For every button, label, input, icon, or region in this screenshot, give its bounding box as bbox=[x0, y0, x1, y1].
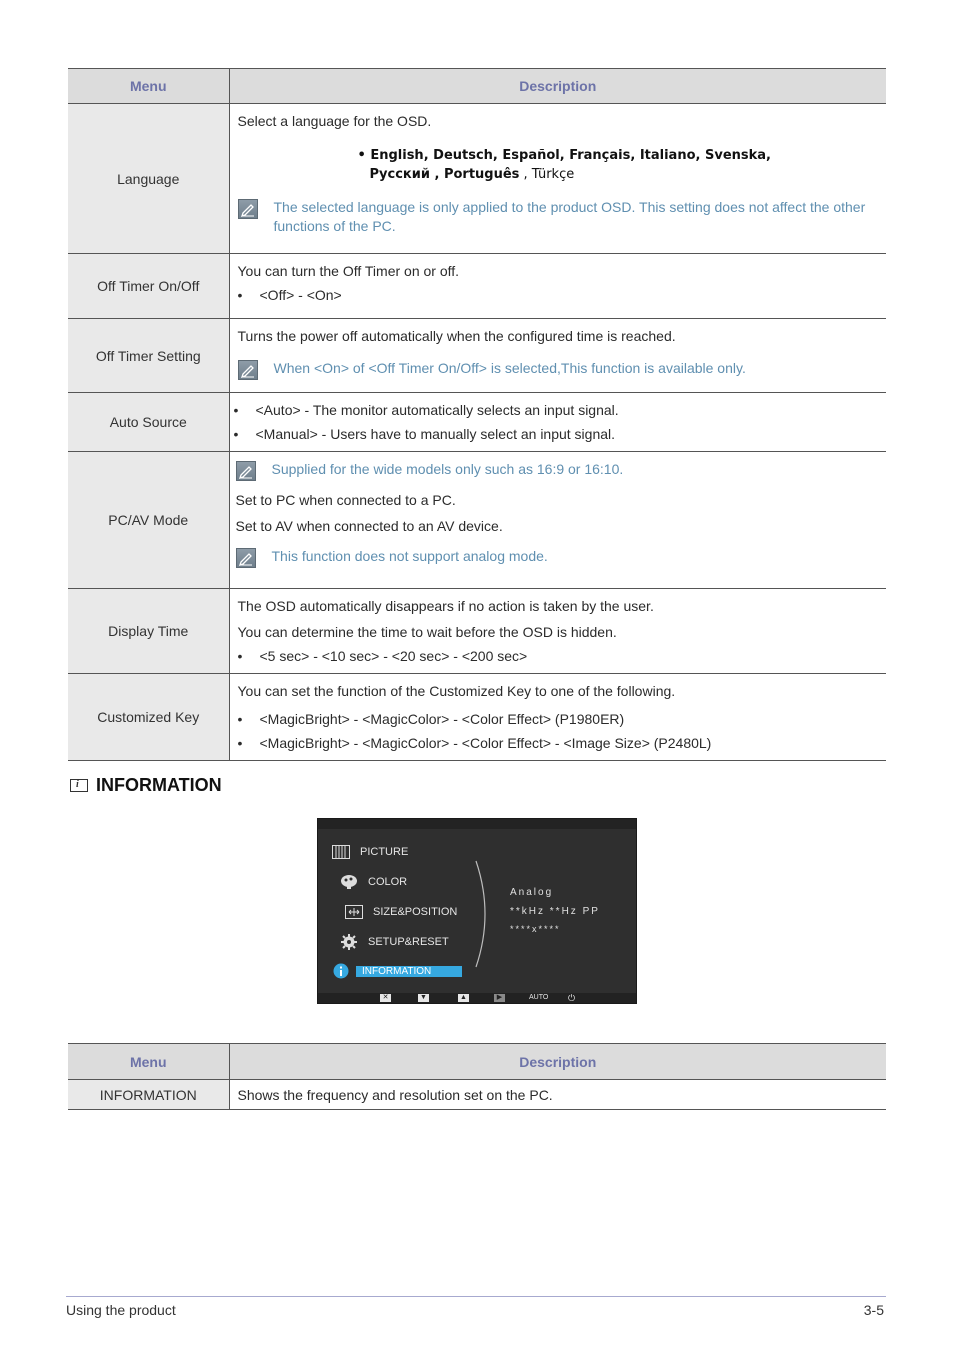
osd-signal-type: Analog bbox=[510, 887, 554, 898]
close-icon: ✕ bbox=[380, 994, 391, 1002]
header-menu: Menu bbox=[68, 1044, 229, 1080]
osd-screenshot bbox=[317, 818, 637, 1004]
bullet-text: <Manual> - Users have to manually select an input signal. bbox=[255, 426, 616, 442]
desc-text: Set to AV when connected to an AV device. bbox=[235, 518, 503, 534]
enter-icon: ▶ bbox=[494, 994, 505, 1002]
desc-information: Shows the frequency and resolution set on the PC. bbox=[229, 1080, 886, 1110]
note-pencil-icon bbox=[236, 461, 256, 481]
menu-auto-source: Auto Source bbox=[68, 393, 229, 452]
bullet-text: <Auto> - The monitor automatically selects an input signal. bbox=[255, 402, 619, 418]
size-position-icon bbox=[345, 904, 363, 920]
header-menu: Menu bbox=[68, 69, 229, 104]
osd-menu-color bbox=[340, 874, 407, 890]
menu-customized-key: Customized Key bbox=[68, 674, 229, 761]
table-header-row bbox=[68, 1044, 886, 1080]
bullet-item: • <5 sec> - <10 sec> - <20 sec> - <200 sec> bbox=[237, 648, 528, 664]
desc-text: The OSD automatically disappears if no action is taken by the user. bbox=[237, 598, 654, 614]
note-text: This function does not support analog mode. bbox=[271, 548, 548, 564]
bullet-text: <5 sec> - <10 sec> - <20 sec> - <200 sec> bbox=[259, 648, 528, 664]
note-text: The selected language is only applied to the product OSD. This setting does not affect the other functions of the PC. bbox=[273, 199, 866, 234]
gear-icon bbox=[340, 934, 358, 950]
osd-menu-label: SIZE&POSITION bbox=[373, 906, 458, 918]
osd-menu-label: SETUP&RESET bbox=[368, 936, 449, 948]
note-text: When <On> of <Off Timer On/Off> is selected,This function is available only. bbox=[273, 360, 746, 376]
osd-divider-arc bbox=[468, 859, 498, 969]
section-title bbox=[70, 775, 222, 796]
desc-off-timer-setting bbox=[229, 319, 886, 393]
table-row bbox=[68, 674, 886, 761]
up-icon: ▲ bbox=[458, 994, 469, 1002]
menu-information: INFORMATION bbox=[68, 1080, 229, 1110]
note-pencil-icon bbox=[238, 199, 258, 219]
table-row bbox=[68, 589, 886, 674]
menu-language: Language bbox=[68, 104, 229, 254]
bullet-item: • <MagicBright> - <MagicColor> - <Color Effect> (P1980ER) bbox=[237, 711, 625, 727]
bullet-text: <MagicBright> - <MagicColor> - <Color Effect> - <Image Size> (P2480L) bbox=[259, 735, 712, 751]
desc-customized-key bbox=[229, 674, 886, 761]
table-header-row bbox=[68, 69, 886, 104]
osd-button-bar bbox=[318, 993, 636, 1003]
bullet-text: <MagicBright> - <MagicColor> - <Color Effect> (P1980ER) bbox=[259, 711, 625, 727]
menu-display-time: Display Time bbox=[68, 589, 229, 674]
info-box-icon: i bbox=[70, 779, 88, 792]
desc-language bbox=[229, 104, 886, 254]
note bbox=[238, 359, 879, 380]
bullet-item: • <Off> - <On> bbox=[237, 287, 342, 303]
note bbox=[236, 460, 879, 481]
language-list-line: English, Deutsch, Español, Français, Italiano, Svenska, bbox=[370, 148, 771, 163]
header-description: Description bbox=[229, 69, 886, 104]
bullet-item: • <Manual> - Users have to manually select an input signal. bbox=[233, 426, 616, 442]
footer-section-name: Using the product bbox=[66, 1302, 176, 1318]
settings-table bbox=[68, 68, 886, 761]
note bbox=[236, 547, 879, 568]
table-row bbox=[68, 393, 886, 452]
note bbox=[238, 198, 879, 236]
note-pencil-icon bbox=[236, 548, 256, 568]
osd-menu-picture bbox=[332, 844, 408, 860]
down-icon: ▼ bbox=[418, 994, 429, 1002]
info-circle-icon bbox=[332, 963, 350, 979]
desc-display-time bbox=[229, 589, 886, 674]
osd-menu-information bbox=[332, 963, 462, 979]
bullet-item: • <MagicBright> - <MagicColor> - <Color Effect> - <Image Size> (P2480L) bbox=[237, 735, 712, 751]
bullet-item: • <Auto> - The monitor automatically selects an input signal. bbox=[233, 402, 619, 418]
language-list-line: , Türkçe bbox=[519, 167, 575, 182]
desc-auto-source bbox=[229, 393, 886, 452]
table-row bbox=[68, 452, 886, 589]
language-list-line: Русский , Português bbox=[369, 167, 520, 182]
auto-button-label: AUTO bbox=[529, 994, 549, 1001]
osd-menu-label: COLOR bbox=[368, 876, 408, 888]
osd-topbar bbox=[318, 819, 636, 829]
osd-frequency: **kHz **Hz PP bbox=[510, 906, 600, 917]
menu-pcav-mode: PC/AV Mode bbox=[68, 452, 229, 589]
osd-menu-label-selected: INFORMATION bbox=[356, 966, 462, 977]
desc-off-timer bbox=[229, 254, 886, 319]
table-row bbox=[68, 254, 886, 319]
power-icon: ⏻ bbox=[568, 993, 576, 1003]
color-palette-icon bbox=[340, 874, 358, 890]
footer-divider bbox=[66, 1296, 886, 1297]
osd-menu-size-position bbox=[345, 904, 457, 920]
footer-page-number: 3-5 bbox=[863, 1302, 884, 1318]
osd-resolution: ****x**** bbox=[510, 924, 561, 934]
table-row bbox=[68, 104, 886, 254]
desc-text: Set to PC when connected to a PC. bbox=[235, 492, 456, 508]
note-pencil-icon bbox=[238, 360, 258, 380]
desc-text: Turns the power off automatically when the configured time is reached. bbox=[237, 328, 676, 344]
note-text: Supplied for the wide models only such as 16:9 or 16:10. bbox=[271, 461, 624, 477]
osd-menu-setup-reset bbox=[340, 934, 449, 950]
menu-off-timer-setting: Off Timer Setting bbox=[68, 319, 229, 393]
osd-menu-label: PICTURE bbox=[360, 846, 409, 858]
table-row bbox=[68, 1080, 886, 1110]
picture-icon bbox=[332, 844, 350, 860]
desc-text: You can set the function of the Customized Key to one of the following. bbox=[237, 683, 676, 699]
language-list: • English, Deutsch, Español, Français, Italiano, Svenska, Русский , Português , Türkçe bbox=[357, 148, 771, 182]
desc-text: You can determine the time to wait before the OSD is hidden. bbox=[237, 624, 617, 640]
information-table bbox=[68, 1043, 886, 1110]
header-description: Description bbox=[229, 1044, 886, 1080]
menu-off-timer: Off Timer On/Off bbox=[68, 254, 229, 319]
desc-text: You can turn the Off Timer on or off. bbox=[237, 263, 460, 279]
desc-pcav-mode bbox=[229, 452, 886, 589]
bullet-text: <Off> - <On> bbox=[259, 287, 342, 303]
desc-text: Select a language for the OSD. bbox=[237, 113, 432, 129]
section-title-text: INFORMATION bbox=[96, 775, 222, 795]
table-row bbox=[68, 319, 886, 393]
